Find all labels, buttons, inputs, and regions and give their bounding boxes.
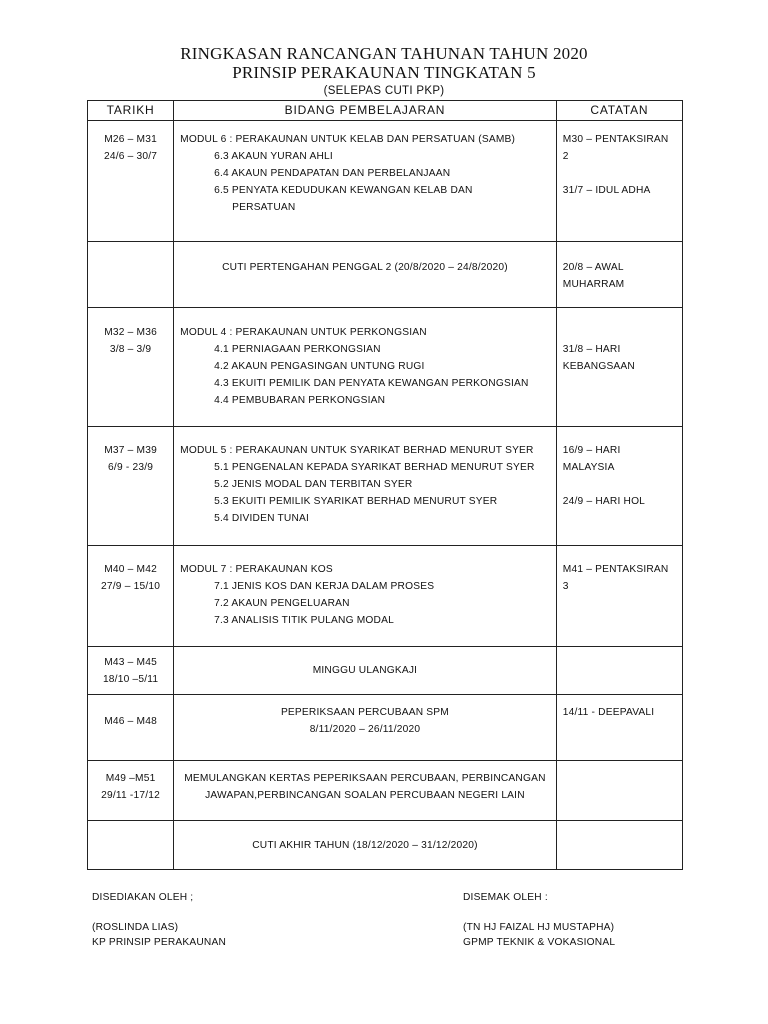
topic-item: 6.3 AKAUN YURAN AHLI xyxy=(214,151,333,162)
prepared-by-title: KP PRINSIP PERAKAUNAN xyxy=(92,937,227,948)
checked-by-title: GPMP TEKNIK & VOKASIONAL xyxy=(463,937,616,948)
module-title: MODUL 5 : PERAKAUNAN UNTUK SYARIKAT BERHAD MENURUT SYER xyxy=(180,445,534,456)
topic-item: 4.2 AKAUN PENGASINGAN UNTUNG RUGI xyxy=(214,361,425,372)
date-cell xyxy=(88,121,174,242)
table-row xyxy=(88,242,683,308)
table-row xyxy=(88,427,683,546)
column-header-bidang: BIDANG PEMBELAJARAN xyxy=(174,101,557,121)
date-range: 6/9 - 23/9 xyxy=(108,462,154,473)
note-text: 31/7 – IDUL ADHA xyxy=(562,185,651,196)
document-subject: PRINSIP PERAKAUNAN TINGKATAN 5 xyxy=(232,63,536,82)
note-cell xyxy=(556,427,682,546)
note-text: 3 xyxy=(562,581,569,592)
note-text: MALAYSIA xyxy=(562,462,615,473)
event-date: 8/11/2020 – 26/11/2020 xyxy=(309,724,421,735)
note-text: 20/8 – AWAL xyxy=(562,262,624,273)
date-cell xyxy=(88,308,174,427)
note-cell xyxy=(556,821,682,870)
week-range: M26 – M31 xyxy=(104,134,157,145)
note-cell xyxy=(556,695,682,761)
note-text: 14/11 - DEEPAVALI xyxy=(562,707,655,718)
topic-item: 4.3 EKUITI PEMILIK DAN PENYATA KEWANGAN PERKONGSIAN xyxy=(214,378,529,389)
table-row xyxy=(88,761,683,821)
topic-item: 7.2 AKAUN PENGELUARAN xyxy=(214,598,350,609)
event-text: PEPERIKSAAN PERCUBAAN SPM xyxy=(280,707,449,718)
note-text: 16/9 – HARI xyxy=(562,445,621,456)
module-title: MODUL 4 : PERAKAUNAN UNTUK PERKONGSIAN xyxy=(180,327,427,338)
checked-by-name: (TN HJ FAIZAL HJ MUSTAPHA) xyxy=(463,922,615,933)
event-text: MINGGU ULANGKAJI xyxy=(312,665,418,676)
content-cell xyxy=(174,308,557,427)
content-cell xyxy=(174,761,557,821)
topic-item: 6.4 AKAUN PENDAPATAN DAN PERBELANJAAN xyxy=(214,168,451,179)
content-cell xyxy=(174,695,557,761)
event-text: CUTI PERTENGAHAN PENGGAL 2 (20/8/2020 – 24/8/2020) xyxy=(222,262,508,273)
event-text: MEMULANGKAN KERTAS PEPERIKSAAN PERCUBAAN, PERBINCANGAN xyxy=(184,773,546,784)
topic-item-continued: PERSATUAN xyxy=(232,202,296,213)
note-cell xyxy=(556,647,682,695)
date-cell xyxy=(88,821,174,870)
content-cell xyxy=(174,647,557,695)
table-row xyxy=(88,647,683,695)
event-text: JAWAPAN,PERBINCANGAN SOALAN PERCUBAAN NEGERI LAIN xyxy=(205,790,525,801)
note-text: KEBANGSAAN xyxy=(562,361,635,372)
checked-by-label: DISEMAK OLEH : xyxy=(463,892,548,903)
content-cell xyxy=(174,546,557,647)
note-cell xyxy=(556,761,682,821)
date-cell xyxy=(88,695,174,761)
note-text: M41 – PENTAKSIRAN xyxy=(562,564,669,575)
week-range: M32 – M36 xyxy=(104,327,157,338)
date-range: 3/8 – 3/9 xyxy=(109,344,152,355)
date-range: 27/9 – 15/10 xyxy=(101,581,161,592)
date-cell xyxy=(88,546,174,647)
table-row xyxy=(88,546,683,647)
table-row xyxy=(88,308,683,427)
week-range: M46 – M48 xyxy=(104,716,157,727)
table-row xyxy=(88,821,683,870)
note-text: MUHARRAM xyxy=(562,279,625,290)
table-row xyxy=(88,121,683,242)
table-header-row xyxy=(88,101,683,121)
table-row xyxy=(88,695,683,761)
week-range: M37 – M39 xyxy=(104,445,157,456)
topic-item: 7.3 ANALISIS TITIK PULANG MODAL xyxy=(214,615,394,626)
module-title: MODUL 6 : PERAKAUNAN UNTUK KELAB DAN PERSATUAN (SAMB) xyxy=(180,134,516,145)
topic-item: 6.5 PENYATA KEDUDUKAN KEWANGAN KELAB DAN xyxy=(214,185,473,196)
date-range: 18/10 –5/11 xyxy=(102,674,159,685)
week-range: M43 – M45 xyxy=(104,657,157,668)
note-text: 31/8 – HARI xyxy=(562,344,621,355)
note-cell xyxy=(556,242,682,308)
plan-table xyxy=(87,100,683,870)
week-range: M40 – M42 xyxy=(104,564,157,575)
event-text: CUTI AKHIR TAHUN (18/12/2020 – 31/12/2020) xyxy=(252,840,478,851)
document-title: RINGKASAN RANCANGAN TAHUNAN TAHUN 2020 xyxy=(180,44,588,63)
document-subtitle: (SELEPAS CUTI PKP) xyxy=(323,85,445,97)
note-cell xyxy=(556,121,682,242)
topic-item: 5.1 PENGENALAN KEPADA SYARIKAT BERHAD MENURUT SYER xyxy=(214,462,535,473)
note-cell xyxy=(556,546,682,647)
module-title: MODUL 7 : PERAKAUNAN KOS xyxy=(180,564,333,575)
note-text: 2 xyxy=(562,151,569,162)
date-range: 24/6 – 30/7 xyxy=(103,151,158,162)
content-cell xyxy=(174,427,557,546)
content-cell xyxy=(174,821,557,870)
topic-item: 4.1 PERNIAGAAN PERKONGSIAN xyxy=(214,344,381,355)
date-cell xyxy=(88,647,174,695)
content-cell xyxy=(174,242,557,308)
prepared-by-block xyxy=(92,890,226,950)
prepared-by-name: (ROSLINDA LIAS) xyxy=(92,922,179,933)
column-header-catatan: CATATAN xyxy=(556,101,682,121)
date-cell xyxy=(88,761,174,821)
topic-item: 5.3 EKUITI PEMILIK SYARIKAT BERHAD MENURUT SYER xyxy=(214,496,498,507)
content-cell xyxy=(174,121,557,242)
date-cell xyxy=(88,427,174,546)
checked-by-block xyxy=(463,890,615,950)
date-cell xyxy=(88,242,174,308)
column-header-tarikh: TARIKH xyxy=(88,101,174,121)
note-cell xyxy=(556,308,682,427)
topic-item: 5.4 DIVIDEN TUNAI xyxy=(214,513,310,524)
note-text: M30 – PENTAKSIRAN xyxy=(562,134,669,145)
date-range: 29/11 -17/12 xyxy=(101,790,160,801)
note-text: 24/9 – HARI HOL xyxy=(562,496,646,507)
topic-item: 7.1 JENIS KOS DAN KERJA DALAM PROSES xyxy=(214,581,435,592)
topic-item: 5.2 JENIS MODAL DAN TERBITAN SYER xyxy=(214,479,413,490)
topic-item: 4.4 PEMBUBARAN PERKONGSIAN xyxy=(214,395,386,406)
prepared-by-label: DISEDIAKAN OLEH ; xyxy=(92,892,194,903)
week-range: M49 –M51 xyxy=(105,773,156,784)
